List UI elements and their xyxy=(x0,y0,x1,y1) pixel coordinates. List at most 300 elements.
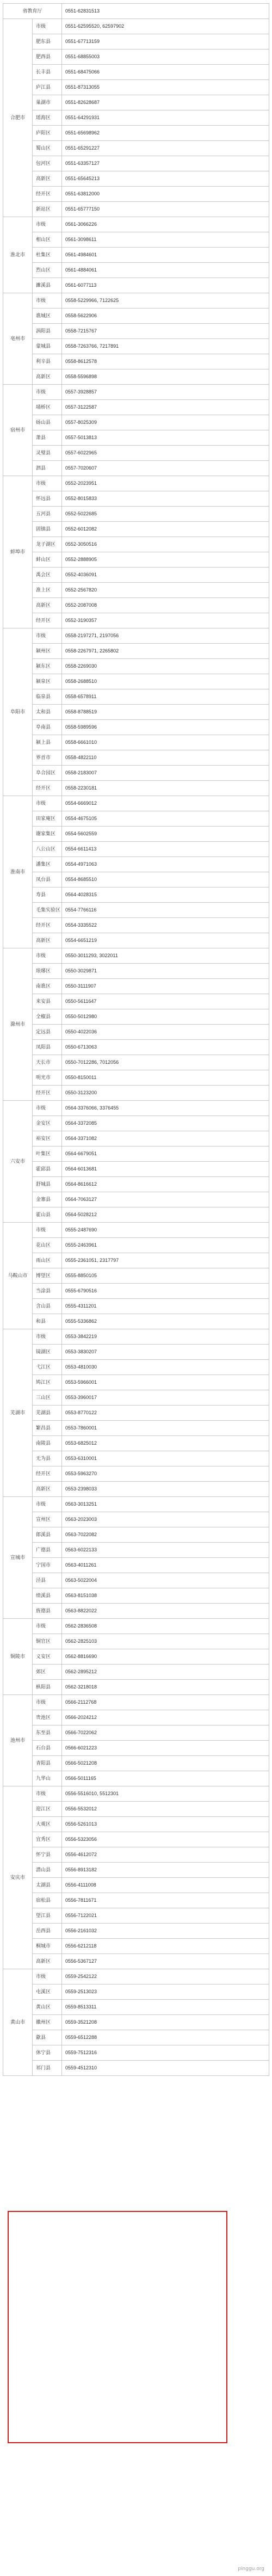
table-row xyxy=(3,1329,269,1345)
table-row xyxy=(3,507,269,522)
phone-cell: 0566-2024212 xyxy=(62,1710,269,1725)
department-cell: 青阳县 xyxy=(33,1756,62,1771)
phone-cell: 0554-4971063 xyxy=(62,857,269,872)
phone-cell: 0562-2895212 xyxy=(62,1665,269,1680)
table-row xyxy=(3,827,269,842)
city-cell: 淮北市 xyxy=(3,217,33,293)
table-row xyxy=(3,65,269,80)
phone-cell: 0558-2267971, 2265802 xyxy=(62,644,269,659)
phone-cell: 0552-2087008 xyxy=(62,598,269,613)
phone-cell: 0559-4512310 xyxy=(62,2061,269,2076)
department-cell: 高新区 xyxy=(33,1954,62,1969)
phone-cell: 0563-5022004 xyxy=(62,1573,269,1588)
table-row xyxy=(3,141,269,156)
department-cell: 大观区 xyxy=(33,1817,62,1832)
department-cell: 宿松县 xyxy=(33,1893,62,1908)
phone-cell: 0562-8816690 xyxy=(62,1649,269,1665)
department-cell: 旌德县 xyxy=(33,1604,62,1619)
department-cell: 东至县 xyxy=(33,1725,62,1741)
table-row xyxy=(3,1771,269,1786)
department-cell: 相山区 xyxy=(33,232,62,248)
department-cell: 雨山区 xyxy=(33,1253,62,1268)
phone-cell: 0556-6212118 xyxy=(62,1939,269,1954)
table-row xyxy=(3,385,269,400)
phone-cell: 0551-87313055 xyxy=(62,80,269,95)
phone-cell: 0552-3050516 xyxy=(62,537,269,552)
phone-cell: 0563-2023003 xyxy=(62,1512,269,1527)
department-cell: 杜集区 xyxy=(33,248,62,263)
table-row xyxy=(3,1954,269,1969)
department-cell: 市级 xyxy=(33,1497,62,1512)
department-cell: 泗县 xyxy=(33,461,62,476)
table-row xyxy=(3,1710,269,1725)
phone-cell: 0564-6013681 xyxy=(62,1162,269,1177)
department-cell: 霍山县 xyxy=(33,1207,62,1223)
table-row xyxy=(3,1421,269,1436)
phone-cell: 0550-6713063 xyxy=(62,1040,269,1055)
table-row xyxy=(3,1908,269,1924)
department-cell: 经开区 xyxy=(33,187,62,202)
department-cell: 阜合园区 xyxy=(33,766,62,781)
department-cell: 怀宁县 xyxy=(33,1847,62,1863)
phone-cell: 0553-7860001 xyxy=(62,1421,269,1436)
department-cell: 阜南县 xyxy=(33,720,62,735)
table-row xyxy=(3,766,269,781)
phone-cell: 0558-2183007 xyxy=(62,766,269,781)
table-row xyxy=(3,446,269,461)
table-row xyxy=(3,1070,269,1086)
table-row xyxy=(3,415,269,430)
department-cell: 肥西县 xyxy=(33,50,62,65)
table-row xyxy=(3,583,269,598)
phone-cell: 0558-7263766, 7217891 xyxy=(62,339,269,354)
phone-cell: 0551-65291227 xyxy=(62,141,269,156)
table-row xyxy=(3,110,269,126)
department-cell: 市级 xyxy=(33,1101,62,1116)
table-row xyxy=(3,80,269,95)
table-row xyxy=(3,1634,269,1649)
table-row xyxy=(3,750,269,766)
table-body xyxy=(3,4,269,2076)
department-cell: 望江县 xyxy=(33,1908,62,1924)
phone-cell: 0556-4111008 xyxy=(62,1878,269,1893)
phone-cell: 0561-3098611 xyxy=(62,232,269,248)
department-cell: 怀远县 xyxy=(33,491,62,507)
phone-cell: 0558-5229966, 7122625 xyxy=(62,293,269,309)
table-row xyxy=(3,1040,269,1055)
phone-cell: 0553-6825012 xyxy=(62,1436,269,1451)
phone-cell: 0551-65777150 xyxy=(62,202,269,217)
phone-cell: 0562-2836508 xyxy=(62,1619,269,1634)
department-cell: 太湖县 xyxy=(33,1878,62,1893)
department-cell: 裕安区 xyxy=(33,1131,62,1147)
phone-cell: 0556-5261013 xyxy=(62,1817,269,1832)
table-row xyxy=(3,857,269,872)
table-row xyxy=(3,19,269,34)
phone-cell: 0556-5516010, 5512301 xyxy=(62,1786,269,1802)
phone-cell: 0551-82628687 xyxy=(62,95,269,110)
department-cell: 潜山县 xyxy=(33,1863,62,1878)
department-cell: 市级 xyxy=(33,1969,62,1985)
phone-cell: 0558-2269030 xyxy=(62,659,269,674)
table-row xyxy=(3,1573,269,1588)
department-cell: 经开区 xyxy=(33,1466,62,1482)
table-row xyxy=(3,248,269,263)
table-row xyxy=(3,400,269,415)
phone-cell: 0559-7512316 xyxy=(62,2045,269,2061)
phone-cell: 0550-5012980 xyxy=(62,1009,269,1025)
phone-cell: 0558-2688510 xyxy=(62,674,269,689)
table-row xyxy=(3,2061,269,2076)
table-row xyxy=(3,1131,269,1147)
phone-cell: 0561-6077113 xyxy=(62,278,269,293)
department-cell: 当涂县 xyxy=(33,1284,62,1299)
department-cell: 省教育厅 xyxy=(3,4,62,19)
phone-cell: 0551-64291931 xyxy=(62,110,269,126)
table-row xyxy=(3,537,269,552)
department-cell: 明光市 xyxy=(33,1070,62,1086)
department-cell: 休宁县 xyxy=(33,2045,62,2061)
phone-cell: 0552-5022685 xyxy=(62,507,269,522)
table-row xyxy=(3,1375,269,1390)
phone-cell: 0563-4011261 xyxy=(62,1558,269,1573)
table-row xyxy=(3,1847,269,1863)
table-row xyxy=(3,628,269,644)
phone-cell: 0562-2825103 xyxy=(62,1634,269,1649)
table-row xyxy=(3,1299,269,1314)
table-row xyxy=(3,888,269,903)
phone-cell: 0553-8770122 xyxy=(62,1406,269,1421)
phone-cell: 0551-65698962 xyxy=(62,126,269,141)
table-row xyxy=(3,1604,269,1619)
phone-cell: 0552-8015833 xyxy=(62,491,269,507)
table-row xyxy=(3,705,269,720)
department-cell: 繁昌县 xyxy=(33,1421,62,1436)
phone-cell: 0554-7766116 xyxy=(62,903,269,918)
department-cell: 蚌山区 xyxy=(33,552,62,568)
table-row xyxy=(3,171,269,187)
phone-cell: 0554-6651219 xyxy=(62,933,269,948)
table-row xyxy=(3,1192,269,1207)
department-cell: 高新区 xyxy=(33,171,62,187)
phone-cell: 0561-4884061 xyxy=(62,263,269,278)
table-row xyxy=(3,202,269,217)
department-cell: 舒城县 xyxy=(33,1177,62,1192)
department-cell: 屯溪区 xyxy=(33,1985,62,2000)
table-row xyxy=(3,781,269,796)
department-cell: 经开区 xyxy=(33,613,62,628)
department-cell: 博望区 xyxy=(33,1268,62,1284)
department-cell: 祁门县 xyxy=(33,2061,62,2076)
department-cell: 绩溪县 xyxy=(33,1588,62,1604)
phone-cell: 0558-6661010 xyxy=(62,735,269,750)
phone-cell: 0566-5021208 xyxy=(62,1756,269,1771)
department-cell: 蜀山区 xyxy=(33,141,62,156)
department-cell: 石台县 xyxy=(33,1741,62,1756)
table-row xyxy=(3,2045,269,2061)
department-cell: 界首市 xyxy=(33,750,62,766)
department-cell: 市级 xyxy=(33,948,62,964)
phone-cell: 0553-3842219 xyxy=(62,1329,269,1345)
phone-cell: 0561-4984601 xyxy=(62,248,269,263)
phone-cell: 0551-63812000 xyxy=(62,187,269,202)
department-cell: 市级 xyxy=(33,1619,62,1634)
table-row xyxy=(3,735,269,750)
phone-cell: 0555-4311201 xyxy=(62,1299,269,1314)
department-cell: 郎溪县 xyxy=(33,1527,62,1543)
department-cell: 市级 xyxy=(33,1786,62,1802)
phone-cell: 0554-6611413 xyxy=(62,842,269,857)
table-row xyxy=(3,903,269,918)
table-row xyxy=(3,552,269,568)
phone-cell: 0558-6578911 xyxy=(62,689,269,705)
phone-cell: 0553-5966001 xyxy=(62,1375,269,1390)
department-cell: 固镇县 xyxy=(33,522,62,537)
department-cell: 利辛县 xyxy=(33,354,62,369)
phone-cell: 0557-5013813 xyxy=(62,430,269,446)
phone-cell: 0555-2361051, 2317797 xyxy=(62,1253,269,1268)
department-cell: 定远县 xyxy=(33,1025,62,1040)
phone-cell: 0566-6021223 xyxy=(62,1741,269,1756)
phone-cell: 0556-5323056 xyxy=(62,1832,269,1847)
table-row xyxy=(3,4,269,19)
table-row xyxy=(3,1223,269,1238)
department-cell: 迎江区 xyxy=(33,1802,62,1817)
phone-cell: 0563-8822022 xyxy=(62,1604,269,1619)
department-cell: 禹会区 xyxy=(33,568,62,583)
table-row xyxy=(3,1406,269,1421)
table-row xyxy=(3,430,269,446)
phone-cell: 0553-6310001 xyxy=(62,1451,269,1466)
department-cell: 枞阳县 xyxy=(33,1680,62,1695)
department-cell: 埇桥区 xyxy=(33,400,62,415)
table-row xyxy=(3,1527,269,1543)
table-row xyxy=(3,1482,269,1497)
table-row xyxy=(3,339,269,354)
table-row xyxy=(3,1695,269,1710)
phone-cell: 0566-5011165 xyxy=(62,1771,269,1786)
phone-cell: 0556-2161032 xyxy=(62,1924,269,1939)
table-row xyxy=(3,1665,269,1680)
department-cell: 蒙城县 xyxy=(33,339,62,354)
table-row xyxy=(3,674,269,689)
phone-cell: 0553-3830207 xyxy=(62,1345,269,1360)
table-row xyxy=(3,1360,269,1375)
city-cell: 芜湖市 xyxy=(3,1329,33,1497)
department-cell: 市级 xyxy=(33,293,62,309)
department-cell: 五河县 xyxy=(33,507,62,522)
department-cell: 叶集区 xyxy=(33,1147,62,1162)
city-cell: 蚌埠市 xyxy=(3,476,33,628)
department-cell: 市级 xyxy=(33,19,62,34)
phone-cell: 0555-8850105 xyxy=(62,1268,269,1284)
table-row xyxy=(3,263,269,278)
table-row xyxy=(3,1817,269,1832)
table-row xyxy=(3,476,269,491)
department-cell: 淮上区 xyxy=(33,583,62,598)
table-row xyxy=(3,1268,269,1284)
table-row xyxy=(3,1741,269,1756)
phone-cell: 0551-63357127 xyxy=(62,156,269,171)
phone-cell: 0551-62595520, 62597902 xyxy=(62,19,269,34)
department-cell: 市级 xyxy=(33,1329,62,1345)
department-cell: 义安区 xyxy=(33,1649,62,1665)
phone-cell: 0566-7022062 xyxy=(62,1725,269,1741)
department-cell: 高新区 xyxy=(33,1482,62,1497)
table-row xyxy=(3,232,269,248)
department-cell: 经开区 xyxy=(33,1086,62,1101)
table-row xyxy=(3,1345,269,1360)
department-cell: 烈山区 xyxy=(33,263,62,278)
department-cell: 谯城区 xyxy=(33,309,62,324)
department-cell: 颍州区 xyxy=(33,644,62,659)
watermark-logo: pinggu.org xyxy=(238,2566,264,2572)
phone-cell: 0552-2567820 xyxy=(62,583,269,598)
table-row xyxy=(3,187,269,202)
phone-cell: 0553-2398033 xyxy=(62,1482,269,1497)
phone-cell: 0550-5611647 xyxy=(62,994,269,1009)
phone-cell: 0550-8150011 xyxy=(62,1070,269,1086)
department-cell: 新站区 xyxy=(33,202,62,217)
table-row xyxy=(3,369,269,385)
department-cell: 镜湖区 xyxy=(33,1345,62,1360)
table-row xyxy=(3,1863,269,1878)
phone-cell: 0555-5336862 xyxy=(62,1314,269,1329)
phone-cell: 0555-6790516 xyxy=(62,1284,269,1299)
phone-cell: 0556-7811671 xyxy=(62,1893,269,1908)
department-cell: 宣州区 xyxy=(33,1512,62,1527)
department-cell: 经开区 xyxy=(33,918,62,933)
table-row xyxy=(3,1086,269,1101)
phone-cell: 0552-2023951 xyxy=(62,476,269,491)
table-row xyxy=(3,156,269,171)
department-cell: 高新区 xyxy=(33,598,62,613)
table-row xyxy=(3,598,269,613)
department-cell: 寿县 xyxy=(33,888,62,903)
table-row xyxy=(3,1680,269,1695)
table-row xyxy=(3,95,269,110)
table-row xyxy=(3,1802,269,1817)
city-cell: 六安市 xyxy=(3,1101,33,1223)
phone-cell: 0551-68855003 xyxy=(62,50,269,65)
department-cell: 南谯区 xyxy=(33,979,62,994)
table-row xyxy=(3,217,269,232)
phone-cell: 0566-2112768 xyxy=(62,1695,269,1710)
department-cell: 包河区 xyxy=(33,156,62,171)
department-cell: 霍邱县 xyxy=(33,1162,62,1177)
table-row xyxy=(3,1116,269,1131)
department-cell: 来安县 xyxy=(33,994,62,1009)
department-cell: 市级 xyxy=(33,217,62,232)
city-cell: 淮南市 xyxy=(3,796,33,948)
department-cell: 颍上县 xyxy=(33,735,62,750)
table-row xyxy=(3,568,269,583)
phone-cell: 0550-7012286, 7012056 xyxy=(62,1055,269,1070)
department-cell: 九华山 xyxy=(33,1771,62,1786)
table-row xyxy=(3,1009,269,1025)
table-row xyxy=(3,1756,269,1771)
department-cell: 芜湖县 xyxy=(33,1406,62,1421)
phone-cell: 0551-65645213 xyxy=(62,171,269,187)
highlight-box xyxy=(8,2211,227,2443)
table-row xyxy=(3,1497,269,1512)
department-cell: 黄山区 xyxy=(33,2000,62,2015)
table-row xyxy=(3,309,269,324)
department-cell: 桐城市 xyxy=(33,1939,62,1954)
department-cell: 宜秀区 xyxy=(33,1832,62,1847)
phone-cell: 0554-3335522 xyxy=(62,918,269,933)
phone-cell: 0555-2463961 xyxy=(62,1238,269,1253)
phone-cell: 0553-4810030 xyxy=(62,1360,269,1375)
department-cell: 市级 xyxy=(33,796,62,811)
department-cell: 涡阳县 xyxy=(33,324,62,339)
phone-cell: 0556-7122021 xyxy=(62,1908,269,1924)
phone-cell: 0550-4022036 xyxy=(62,1025,269,1040)
department-cell: 含山县 xyxy=(33,1299,62,1314)
phone-cell: 0557-3928857 xyxy=(62,385,269,400)
department-cell: 凤阳县 xyxy=(33,1040,62,1055)
department-cell: 市级 xyxy=(33,476,62,491)
department-cell: 庐阳区 xyxy=(33,126,62,141)
city-cell: 马鞍山市 xyxy=(3,1223,33,1329)
department-cell: 濉溪县 xyxy=(33,278,62,293)
table-row xyxy=(3,1451,269,1466)
department-cell: 颍泉区 xyxy=(33,674,62,689)
phone-cell: 0552-4036091 xyxy=(62,568,269,583)
table-row xyxy=(3,1314,269,1329)
table-row xyxy=(3,278,269,293)
city-cell: 宿州市 xyxy=(3,385,33,476)
city-cell: 池州市 xyxy=(3,1695,33,1786)
table-row xyxy=(3,461,269,476)
phone-cell: 0552-2888905 xyxy=(62,552,269,568)
phone-cell: 0552-3190357 xyxy=(62,613,269,628)
table-row xyxy=(3,324,269,339)
department-cell: 潘集区 xyxy=(33,857,62,872)
department-cell: 郊区 xyxy=(33,1665,62,1680)
city-cell: 黄山市 xyxy=(3,1969,33,2076)
table-row xyxy=(3,1177,269,1192)
phone-cell: 0564-7063127 xyxy=(62,1192,269,1207)
department-cell: 徽州区 xyxy=(33,2015,62,2030)
table-row xyxy=(3,1284,269,1299)
phone-cell: 0564-6679051 xyxy=(62,1147,269,1162)
table-row xyxy=(3,126,269,141)
department-cell: 弋江区 xyxy=(33,1360,62,1375)
phone-cell: 0557-3122587 xyxy=(62,400,269,415)
department-cell: 田家庵区 xyxy=(33,811,62,827)
table-row xyxy=(3,1893,269,1908)
table-row xyxy=(3,293,269,309)
department-cell: 南陵县 xyxy=(33,1436,62,1451)
phone-cell: 0556-5532012 xyxy=(62,1802,269,1817)
phone-cell: 0550-3123200 xyxy=(62,1086,269,1101)
table-row xyxy=(3,1466,269,1482)
table-row xyxy=(3,796,269,811)
phone-cell: 0561-3066226 xyxy=(62,217,269,232)
phone-cell: 0564-3372085 xyxy=(62,1116,269,1131)
phone-cell: 0554-8685510 xyxy=(62,872,269,888)
phone-cell: 0559-8513311 xyxy=(62,2000,269,2015)
department-cell: 太和县 xyxy=(33,705,62,720)
phone-cell: 0564-4028315 xyxy=(62,888,269,903)
city-cell: 亳州市 xyxy=(3,293,33,385)
table-row xyxy=(3,50,269,65)
table-row xyxy=(3,1055,269,1070)
department-cell: 高新区 xyxy=(33,933,62,948)
table-row xyxy=(3,1725,269,1741)
department-cell: 金安区 xyxy=(33,1116,62,1131)
